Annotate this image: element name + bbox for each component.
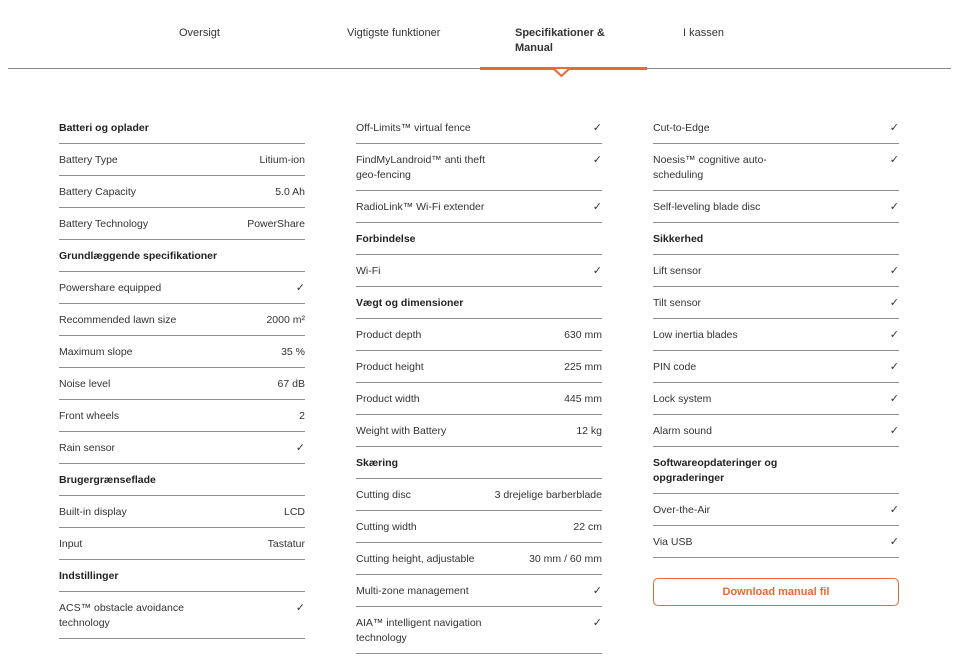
spec-row — [59, 176, 305, 208]
checkmark-icon: ✓ — [295, 602, 305, 614]
spec-label: FindMyLandroid™ anti theft geo-fencing — [356, 154, 485, 181]
spec-value: 2 — [299, 410, 305, 422]
spec-label: Wi-Fi — [356, 265, 381, 277]
checkmark-icon: ✓ — [592, 265, 602, 277]
spec-row — [59, 528, 305, 560]
tab-oversigt[interactable]: Oversigt — [179, 27, 220, 39]
spec-value: 2000 m² — [266, 314, 305, 326]
spec-row — [356, 607, 602, 654]
checkmark-icon: ✓ — [889, 504, 899, 516]
spec-value: LCD — [283, 506, 305, 518]
spec-row — [59, 400, 305, 432]
checkmark-icon: ✓ — [889, 201, 899, 213]
spec-label: Over-the-Air — [653, 504, 711, 516]
spec-row — [59, 432, 305, 464]
spec-row — [356, 351, 602, 383]
spec-row — [59, 496, 305, 528]
spec-row — [356, 415, 602, 447]
spec-row — [653, 319, 899, 351]
spec-row — [653, 255, 899, 287]
spec-label: Recommended lawn size — [59, 314, 177, 326]
spec-row — [653, 526, 899, 558]
spec-row — [653, 287, 899, 319]
spec-label: Product width — [356, 393, 420, 405]
spec-label: Noise level — [59, 378, 111, 390]
spec-row — [356, 112, 602, 144]
spec-label: Off-Limits™ virtual fence — [356, 122, 471, 134]
spec-label: Battery Type — [59, 154, 118, 166]
spec-label: Weight with Battery — [356, 425, 447, 437]
checkmark-icon: ✓ — [592, 585, 602, 597]
spec-column-3 — [653, 112, 899, 606]
spec-row — [653, 191, 899, 223]
spec-value: 630 mm — [564, 329, 602, 341]
spec-value: 5.0 Ah — [275, 186, 305, 198]
spec-value: Litium-ion — [259, 154, 305, 166]
checkmark-icon: ✓ — [889, 536, 899, 548]
spec-section-heading — [59, 240, 305, 272]
tab-i-kassen[interactable]: I kassen — [683, 27, 724, 39]
spec-label: Built-in display — [59, 506, 127, 518]
spec-column-1 — [59, 112, 305, 639]
spec-section-heading — [653, 447, 899, 494]
spec-label: Input — [59, 538, 83, 550]
section-heading-label: Skæring — [356, 457, 399, 469]
spec-row — [653, 494, 899, 526]
section-heading-label: Brugergrænseflade — [59, 474, 156, 486]
spec-label: Lift sensor — [653, 265, 702, 277]
section-heading-label: Batteri og oplader — [59, 122, 149, 134]
spec-row — [356, 319, 602, 351]
checkmark-icon: ✓ — [889, 297, 899, 309]
spec-row — [356, 543, 602, 575]
checkmark-icon: ✓ — [889, 265, 899, 277]
checkmark-icon: ✓ — [889, 154, 899, 166]
spec-label: Maximum slope — [59, 346, 133, 358]
spec-section-heading — [356, 447, 602, 479]
spec-value: 22 cm — [573, 521, 602, 533]
spec-row — [356, 575, 602, 607]
spec-value: 3 drejelige barberblade — [494, 489, 602, 501]
spec-label: RadioLink™ Wi-Fi extender — [356, 201, 485, 213]
spec-label: Cutting disc — [356, 489, 411, 501]
checkmark-icon: ✓ — [592, 154, 602, 166]
download-manual-button[interactable]: Download manual fil — [653, 578, 899, 606]
spec-label: Lock system — [653, 393, 712, 405]
spec-row — [59, 208, 305, 240]
spec-value: 445 mm — [564, 393, 602, 405]
spec-label: AIA™ intelligent navigation technology — [356, 617, 482, 644]
checkmark-icon: ✓ — [592, 617, 602, 629]
spec-section-heading — [59, 112, 305, 144]
spec-row — [59, 272, 305, 304]
spec-label: Tilt sensor — [653, 297, 702, 309]
spec-section-heading — [59, 560, 305, 592]
spec-value: 12 kg — [576, 425, 602, 437]
spec-row — [653, 383, 899, 415]
spec-label: Powershare equipped — [59, 282, 162, 294]
spec-label: Battery Technology — [59, 218, 149, 230]
tab-specifikationer-manual[interactable]: Specifikationer & Manual — [515, 27, 605, 54]
spec-label: Low inertia blades — [653, 329, 738, 341]
caret-down-icon — [553, 68, 570, 77]
spec-value: 35 % — [281, 346, 305, 358]
checkmark-icon: ✓ — [889, 425, 899, 437]
spec-row — [356, 255, 602, 287]
spec-label: Product depth — [356, 329, 422, 341]
spec-section-heading — [59, 464, 305, 496]
spec-label: Cutting height, adjustable — [356, 553, 475, 565]
spec-label: Via USB — [653, 536, 693, 548]
tab-vigtigste-funktioner[interactable]: Vigtigste funktioner — [347, 27, 441, 39]
spec-label: Product height — [356, 361, 424, 373]
spec-label: PIN code — [653, 361, 697, 373]
checkmark-icon: ✓ — [592, 122, 602, 134]
spec-row — [356, 479, 602, 511]
checkmark-icon: ✓ — [592, 201, 602, 213]
spec-row — [59, 336, 305, 368]
spec-label: Rain sensor — [59, 442, 116, 454]
spec-row — [653, 144, 899, 191]
checkmark-icon: ✓ — [889, 361, 899, 373]
spec-column-2 — [356, 112, 602, 654]
spec-label: Self-leveling blade disc — [653, 201, 761, 213]
spec-value: 67 dB — [277, 378, 305, 390]
checkmark-icon: ✓ — [295, 282, 305, 294]
spec-value: PowerShare — [247, 218, 305, 230]
spec-label: Cut-to-Edge — [653, 122, 710, 134]
spec-row — [653, 415, 899, 447]
spec-value: 225 mm — [564, 361, 602, 373]
section-heading-label: Vægt og dimensioner — [356, 297, 464, 309]
section-heading-label: Forbindelse — [356, 233, 416, 245]
spec-row — [59, 592, 305, 639]
spec-row — [356, 511, 602, 543]
spec-section-heading — [356, 223, 602, 255]
section-tabs — [0, 0, 960, 80]
spec-row — [653, 351, 899, 383]
spec-row — [653, 112, 899, 144]
spec-row — [59, 368, 305, 400]
checkmark-icon: ✓ — [295, 442, 305, 454]
section-heading-label: Indstillinger — [59, 570, 119, 582]
section-heading-label: Softwareopdateringer og opgraderinger — [653, 457, 778, 484]
spec-label: Battery Capacity — [59, 186, 137, 198]
section-heading-label: Sikkerhed — [653, 233, 704, 245]
spec-label: Noesis™ cognitive auto-scheduling — [653, 154, 767, 181]
checkmark-icon: ✓ — [889, 329, 899, 341]
spec-value: Tastatur — [267, 538, 305, 550]
spec-section-heading — [356, 287, 602, 319]
spec-label: Front wheels — [59, 410, 120, 422]
checkmark-icon: ✓ — [889, 122, 899, 134]
spec-section-heading — [653, 223, 899, 255]
checkmark-icon: ✓ — [889, 393, 899, 405]
spec-row — [59, 144, 305, 176]
spec-row — [59, 304, 305, 336]
spec-label: ACS™ obstacle avoidance technology — [59, 602, 184, 629]
spec-row — [356, 191, 602, 223]
spec-value: 30 mm / 60 mm — [529, 553, 602, 565]
spec-label: Cutting width — [356, 521, 417, 533]
spec-row — [356, 144, 602, 191]
spec-row — [356, 383, 602, 415]
spec-label: Multi-zone management — [356, 585, 469, 597]
spec-label: Alarm sound — [653, 425, 712, 437]
section-heading-label: Grundlæggende specifikationer — [59, 250, 218, 262]
